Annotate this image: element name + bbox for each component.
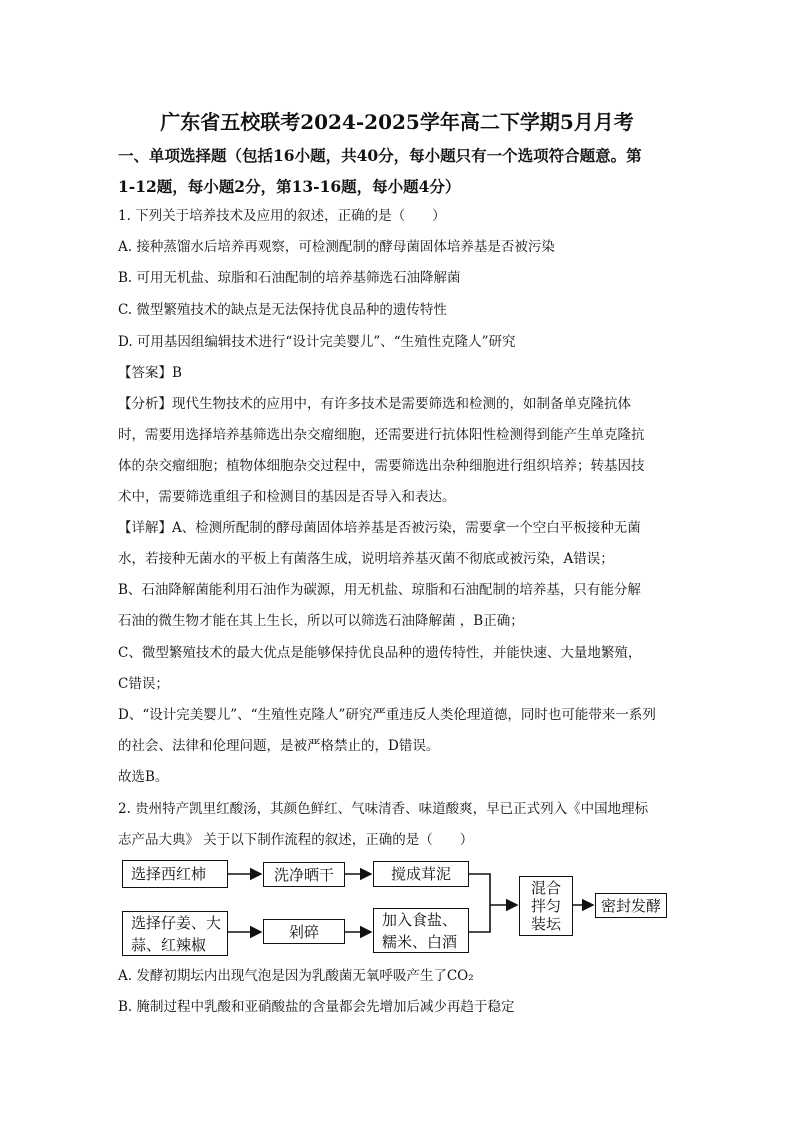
- flow-step-select-tomato: 选择西红柿: [122, 860, 228, 888]
- flow-step-wash-dry: 洗净晒干: [263, 862, 345, 887]
- flow-step-select-spices-line-2: 蒜、红辣椒: [131, 936, 207, 954]
- flow-step-mix-jar-line-2: 拌匀: [530, 897, 561, 915]
- q2-option-a: A. 发酵初期坛内出现气泡是因为乳酸菌无氧呼吸产生了CO₂: [118, 968, 474, 984]
- flow-step-mix-jar-line-3: 装坛: [530, 915, 561, 933]
- flow-step-select-spices-line-1: 选择仔姜、大: [131, 914, 222, 932]
- q1-conclusion: 故选B。: [118, 769, 169, 785]
- q1-answer: 【答案】B: [118, 365, 182, 381]
- flow-step-mash: 搅成茸泥: [373, 861, 469, 887]
- q1-detail-line: D、“设计完美婴儿”、“生殖性克隆人”研究严重违反人类伦理道德，同时也可能带来一系列: [118, 707, 656, 723]
- q1-analysis-line: 时，需要用选择培养基筛选出杂交瘤细胞，还需要进行抗体阳性检测得到能产生单克隆抗: [118, 427, 645, 443]
- flow-step-seal-ferment: 密封发酵: [595, 893, 667, 918]
- page-title: 广东省五校联考2024-2025学年高二下学期5月月考: [160, 110, 634, 134]
- flow-step-mix-jar-line-1: 混合: [530, 879, 561, 897]
- q1-detail-line: 石油的微生物才能在其上生长，所以可以筛选石油降解菌 ，B正确；: [118, 613, 524, 629]
- flow-step-add-seasoning: [373, 908, 469, 953]
- q1-detail-line: C错误；: [118, 676, 169, 692]
- flow-step-mix-jar: [519, 876, 573, 936]
- q1-detail-line: C、微型繁殖技术的最大优点是能够保持优良品种的遗传特性，并能快速、大量地繁殖，: [118, 645, 642, 661]
- section-heading-line-1: 一、单项选择题（包括16小题，共40分，每小题只有一个选项符合题意。第: [118, 146, 642, 165]
- flow-step-chop: 剁碎: [263, 919, 345, 944]
- q1-analysis-line: 【分析】现代生物技术的应用中，有许多技术是需要筛选和检测的，如制备单克隆抗体: [118, 396, 631, 412]
- q2-stem-line-2: 志产品大典》 关于以下制作流程的叙述，正确的是（ ）: [118, 832, 474, 848]
- q1-option-b: B. 可用无机盐、琼脂和石油配制的培养基筛选石油降解菌: [118, 270, 461, 286]
- q2-stem-line-1: 2. 贵州特产凯里红酸汤，其颜色鲜红、气味清香、味道酸爽，早已正式列入《中国地理标: [118, 801, 649, 817]
- q1-detail-line: 的社会、法律和伦理问题，是被严格禁止的，D错误。: [118, 738, 440, 754]
- q1-detail-line: 水，若接种无菌水的平板上有菌落生成，说明培养基灭菌不彻底或被污染，A错误；: [118, 551, 614, 567]
- q1-analysis-line: 体的杂交瘤细胞；植物体细胞杂交过程中，需要筛选出杂种细胞进行组织培养；转基因技: [118, 458, 645, 474]
- q1-detail-line: 【详解】A、检测所配制的酵母菌固体培养基是否被污染，需要拿一个空白平板接种无菌: [118, 520, 641, 536]
- flow-step-select-spices: [122, 911, 228, 956]
- q1-stem: 1. 下列关于培养技术及应用的叙述，正确的是（ ）: [118, 208, 446, 224]
- flow-step-add-seasoning-line-2: 糯米、白酒: [382, 933, 458, 951]
- q1-analysis-line: 术中，需要筛选重组子和检测目的基因是否导入和表达。: [118, 489, 456, 505]
- q1-option-c: C. 微型繁殖技术的缺点是无法保持优良品种的遗传特性: [118, 302, 447, 318]
- q1-option-d: D. 可用基因组编辑技术进行“设计完美婴儿”、“生殖性克隆人”研究: [118, 334, 516, 350]
- section-heading-line-2: 1-12题，每小题2分，第13-16题，每小题4分）: [118, 177, 461, 196]
- q1-detail-line: B、石油降解菌能利用石油作为碳源，用无机盐、琼脂和石油配制的培养基，只有能分解: [118, 582, 641, 598]
- flow-step-add-seasoning-line-1: 加入食盐、: [382, 911, 458, 929]
- q2-option-b: B. 腌制过程中乳酸和亚硝酸盐的含量都会先增加后减少再趋于稳定: [118, 999, 515, 1015]
- q1-option-a: A. 接种蒸馏水后培养再观察，可检测配制的酵母菌固体培养基是否被污染: [118, 239, 555, 255]
